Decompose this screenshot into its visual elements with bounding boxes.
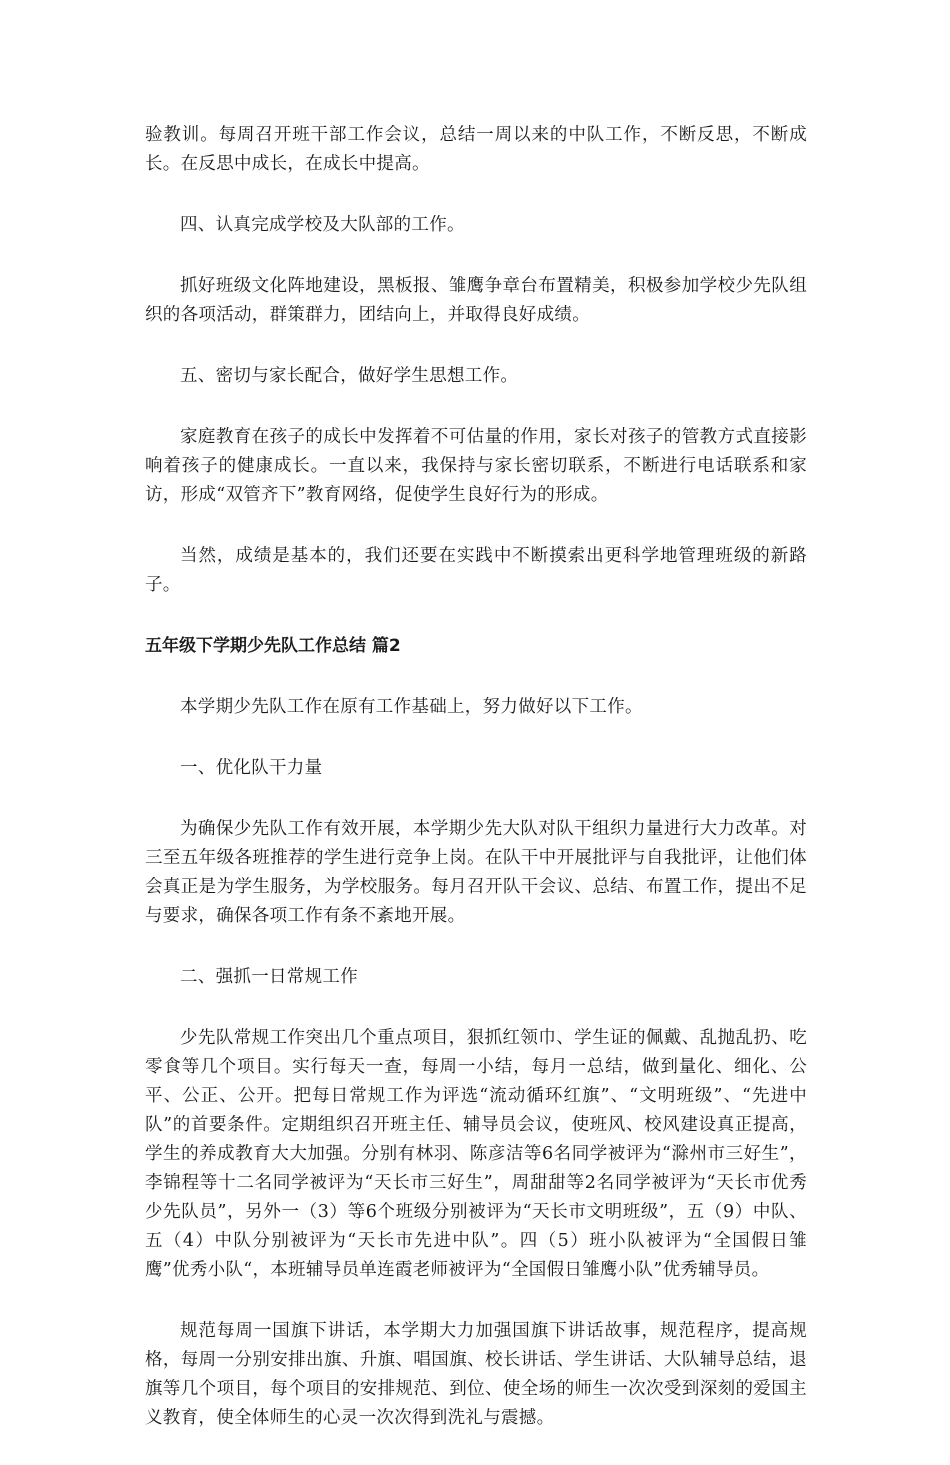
section-title-1: 一、优化队干力量	[180, 758, 323, 778]
paragraph-continuation: 验教训。每周召开班干部工作会议，总结一周以来的中队工作，不断反思，不断成长。在反思中成长，在成长中提高。	[145, 125, 807, 174]
paragraph: 抓好班级文化阵地建设，黑板报、雏鹰争章台布置精美，积极参加学校少先队组织的各项活动，群策群力，团结向上，并取得良好成绩。	[145, 276, 807, 325]
paragraph: 少先队常规工作突出几个重点项目，狠抓红领巾、学生证的佩戴、乱抛乱扔、吃零食等几个项目。实行每天一查，每周一小结，每月一总结，做到量化、细化、公平、公正、公开。把每日常规工作为评选“流动循环红旗”、“文明班级”、“先进中队”的首要条件。定期组织召开班主任、辅导员会议，使班风、校风建设真正提高，学生的养成教育大大加强。分别有林羽、陈彦洁等6名同学被评为“滁州市三好生”，李锦程等十二名同学被评为“天长市三好生”，周甜甜等2名同学被评为“天长市优秀少先队员”，另外一（3）等6个班级分别被评为“天长市文明班级”，五（9）中队、五（4）中队分别被评为“天长市先进中队”。四（5）班小队被评为“全国假日雏鹰”优秀小队“，本班辅导员单连霞老师被评为“全国假日雏鹰小队”优秀辅导员。	[145, 1028, 807, 1280]
paragraph-intro: 本学期少先队工作在原有工作基础上，努力做好以下工作。	[180, 697, 643, 717]
document-page	[145, 121, 807, 1465]
paragraph: 为确保少先队工作有效开展，本学期少先大队对队干组织力量进行大力改革。对三至五年级各班推荐的学生进行竞争上岗。在队干中开展批评与自我批评，让他们体会真正是为学生服务，为学校服务。每月召开队干会议、总结、布置工作，提出不足与要求，确保各项工作有条不紊地开展。	[145, 819, 807, 926]
paragraph: 规范每周一国旗下讲话，本学期大力加强国旗下讲话故事，规范程序，提高规格，每周一分别安排出旗、升旗、唱国旗、校长讲话、学生讲话、大队辅导总结，退旗等几个项目，每个项目的安排规范、到位、使全场的师生一次次受到深刻的爱国主义教育，使全体师生的心灵一次次得到洗礼与震撼。	[145, 1321, 807, 1428]
paragraph: 家庭教育在孩子的成长中发挥着不可估量的作用，家长对孩子的管教方式直接影响着孩子的健康成长。一直以来，我保持与家长密切联系，不断进行电话联系和家访，形成“双管齐下”教育网络，促使学生良好行为的形成。	[145, 427, 807, 505]
article-heading: 五年级下学期少先队工作总结 篇2	[145, 636, 401, 656]
section-title-4: 四、认真完成学校及大队部的工作。	[180, 215, 465, 235]
section-title-2: 二、强抓一日常规工作	[180, 967, 358, 987]
section-title-5: 五、密切与家长配合，做好学生思想工作。	[180, 366, 519, 386]
paragraph: 当然，成绩是基本的，我们还要在实践中不断摸索出更科学地管理班级的新路子。	[145, 546, 807, 595]
